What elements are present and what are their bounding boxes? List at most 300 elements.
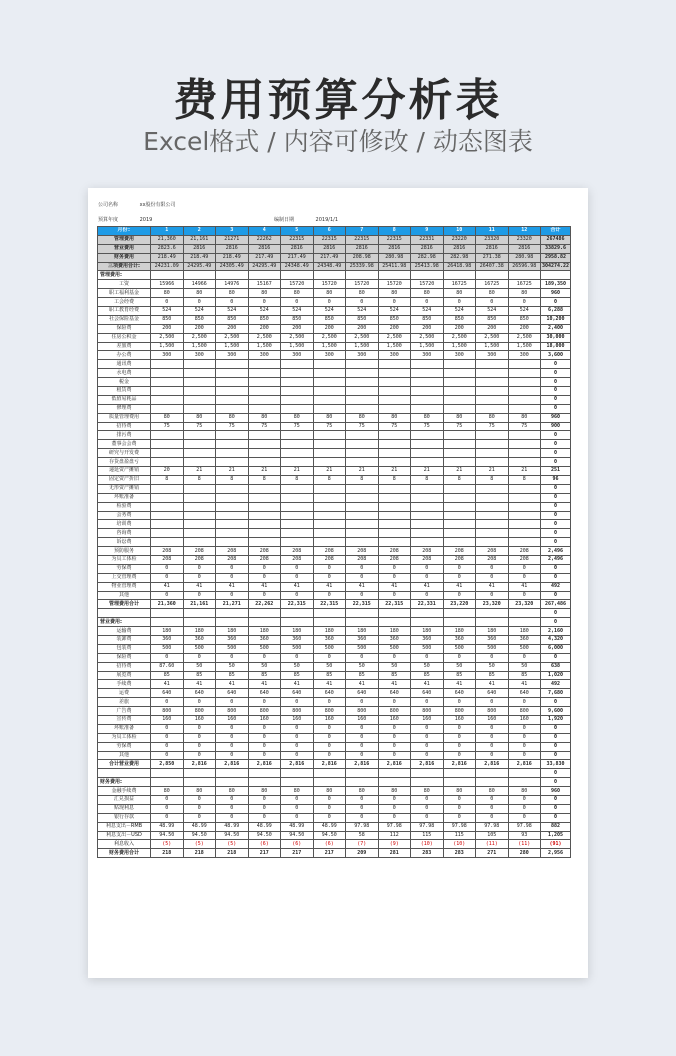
value-cell: 112 <box>378 831 411 840</box>
value-cell <box>151 484 184 493</box>
value-cell: 218 <box>183 849 216 858</box>
row-label: 存货盘盈盘亏 <box>98 458 151 467</box>
value-cell <box>248 378 281 387</box>
value-cell: 300 <box>378 351 411 360</box>
value-cell <box>313 458 346 467</box>
total-cell: 960 <box>541 413 571 422</box>
row-label: 运输费 <box>98 627 151 636</box>
value-cell <box>151 431 184 440</box>
row-label: 展览费 <box>98 671 151 680</box>
value-cell <box>378 395 411 404</box>
value-cell <box>411 538 444 547</box>
header-cell: 5 <box>281 227 314 236</box>
value-cell <box>216 387 249 396</box>
value-cell <box>443 769 476 778</box>
row-label: 利息支出－RMB <box>98 822 151 831</box>
value-cell <box>313 449 346 458</box>
total-cell: 0 <box>541 520 571 529</box>
value-cell: 1,500 <box>248 342 281 351</box>
value-cell: 208 <box>443 555 476 564</box>
value-cell: 160 <box>183 715 216 724</box>
value-cell: 0 <box>281 751 314 760</box>
value-cell: 0 <box>313 573 346 582</box>
value-cell: 75 <box>183 422 216 431</box>
value-cell <box>378 520 411 529</box>
value-cell: 41 <box>508 582 541 591</box>
value-cell: 300 <box>313 351 346 360</box>
value-cell: 1,500 <box>281 342 314 351</box>
value-cell <box>476 458 509 467</box>
total-cell: 960 <box>541 787 571 796</box>
table-row <box>98 796 571 805</box>
value-cell <box>151 440 184 449</box>
total-cell: 0 <box>541 502 571 511</box>
total-cell: 0 <box>541 742 571 751</box>
value-cell: 0 <box>216 564 249 573</box>
value-cell <box>411 440 444 449</box>
value-cell <box>313 404 346 413</box>
value-cell: 41 <box>378 582 411 591</box>
value-cell: 0 <box>183 813 216 822</box>
total-cell: 0 <box>541 564 571 573</box>
value-cell: 0 <box>281 804 314 813</box>
value-cell: 0 <box>313 298 346 307</box>
value-cell: 94.50 <box>216 831 249 840</box>
row-label: 工会经费 <box>98 298 151 307</box>
table-row <box>98 609 571 618</box>
value-cell: 0 <box>151 796 184 805</box>
row-label: 利息收入 <box>98 840 151 849</box>
value-cell: 8 <box>183 475 216 484</box>
value-cell: (7) <box>346 840 379 849</box>
value-cell: 0 <box>216 653 249 662</box>
total-cell: 33,830 <box>541 760 571 769</box>
value-cell: 0 <box>281 813 314 822</box>
value-cell: 94.50 <box>281 831 314 840</box>
value-cell <box>151 404 184 413</box>
value-cell: 0 <box>216 804 249 813</box>
value-cell <box>411 378 444 387</box>
value-cell <box>281 493 314 502</box>
value-cell: 75 <box>378 422 411 431</box>
value-cell: 75 <box>476 422 509 431</box>
row-label: 招待费 <box>98 662 151 671</box>
value-cell: 180 <box>378 627 411 636</box>
value-cell: 21,161 <box>183 235 216 244</box>
value-cell <box>248 449 281 458</box>
value-cell <box>151 520 184 529</box>
value-cell: 500 <box>476 644 509 653</box>
value-cell <box>183 502 216 511</box>
value-cell: 0 <box>248 298 281 307</box>
value-cell: 300 <box>476 351 509 360</box>
table-row <box>98 324 571 333</box>
value-cell <box>183 440 216 449</box>
value-cell: 640 <box>281 689 314 698</box>
value-cell: 41 <box>151 582 184 591</box>
value-cell <box>411 769 444 778</box>
value-cell: 360 <box>151 635 184 644</box>
table-row <box>98 440 571 449</box>
value-cell <box>313 778 346 787</box>
total-cell: 189,350 <box>541 280 571 289</box>
value-cell <box>216 378 249 387</box>
value-cell: 75 <box>411 422 444 431</box>
value-cell <box>216 778 249 787</box>
value-cell <box>281 609 314 618</box>
value-cell: 800 <box>346 707 379 716</box>
value-cell: 21 <box>248 467 281 476</box>
value-cell <box>281 502 314 511</box>
value-cell: 21 <box>508 467 541 476</box>
value-cell <box>443 449 476 458</box>
value-cell: 524 <box>411 307 444 316</box>
table-row <box>98 529 571 538</box>
table-row <box>98 351 571 360</box>
value-cell: 26407.38 <box>476 262 509 271</box>
value-cell <box>183 404 216 413</box>
total-cell: 2,956 <box>541 849 571 858</box>
value-cell: 282.98 <box>411 253 444 262</box>
value-cell: 283 <box>411 849 444 858</box>
value-cell: 0 <box>346 653 379 662</box>
table-row <box>98 831 571 840</box>
value-cell: 41 <box>443 680 476 689</box>
value-cell: 0 <box>443 813 476 822</box>
value-cell: 200 <box>183 324 216 333</box>
value-cell <box>476 378 509 387</box>
value-cell: 0 <box>346 591 379 600</box>
value-cell: 180 <box>281 627 314 636</box>
total-cell: 0 <box>541 298 571 307</box>
value-cell: 23,320 <box>508 600 541 609</box>
row-label: 检验费 <box>98 502 151 511</box>
value-cell: 200 <box>248 324 281 333</box>
value-cell: 41 <box>346 582 379 591</box>
value-cell: 15167 <box>248 280 281 289</box>
total-cell: 0 <box>541 573 571 582</box>
value-cell: 180 <box>443 627 476 636</box>
value-cell: 75 <box>443 422 476 431</box>
value-cell: 0 <box>476 724 509 733</box>
value-cell: 200 <box>476 324 509 333</box>
row-label: 职工福利基金 <box>98 289 151 298</box>
row-label: 汇兑损益 <box>98 796 151 805</box>
value-cell: 41 <box>248 582 281 591</box>
total-cell: 0 <box>541 404 571 413</box>
value-cell: 640 <box>443 689 476 698</box>
value-cell: 0 <box>378 742 411 751</box>
value-cell: 24348.49 <box>313 262 346 271</box>
value-cell <box>508 431 541 440</box>
value-cell: 0 <box>443 733 476 742</box>
value-cell <box>151 609 184 618</box>
table-row <box>98 244 571 253</box>
table-row <box>98 315 571 324</box>
value-cell: 200 <box>443 324 476 333</box>
table-row <box>98 751 571 760</box>
value-cell: 0 <box>281 742 314 751</box>
total-cell: 0 <box>541 724 571 733</box>
value-cell <box>476 609 509 618</box>
value-cell: 300 <box>508 351 541 360</box>
value-cell: 0 <box>216 591 249 600</box>
value-cell: 360 <box>281 635 314 644</box>
row-label: 递延资产摊销 <box>98 467 151 476</box>
value-cell: 85 <box>443 671 476 680</box>
value-cell: 24295.49 <box>183 262 216 271</box>
value-cell: 80 <box>476 289 509 298</box>
header-cell: 2 <box>183 227 216 236</box>
value-cell <box>508 458 541 467</box>
value-cell: 50 <box>476 662 509 671</box>
value-cell <box>248 360 281 369</box>
value-cell: (10) <box>411 840 444 849</box>
value-cell: 0 <box>443 751 476 760</box>
value-cell <box>508 440 541 449</box>
value-cell: (9) <box>378 840 411 849</box>
value-cell: 524 <box>313 307 346 316</box>
value-cell <box>313 387 346 396</box>
value-cell <box>411 502 444 511</box>
value-cell: 41 <box>183 680 216 689</box>
value-cell: 80 <box>411 289 444 298</box>
total-cell <box>541 271 571 280</box>
value-cell: 85 <box>281 671 314 680</box>
value-cell: 208 <box>443 547 476 556</box>
value-cell <box>216 529 249 538</box>
value-cell: 80 <box>378 787 411 796</box>
value-cell: (11) <box>476 840 509 849</box>
value-cell: 800 <box>476 707 509 716</box>
value-cell: 0 <box>183 796 216 805</box>
value-cell: 0 <box>411 804 444 813</box>
value-cell: 2816 <box>378 244 411 253</box>
value-cell: 0 <box>476 591 509 600</box>
value-cell <box>346 511 379 520</box>
value-cell: 0 <box>508 591 541 600</box>
value-cell <box>216 271 249 280</box>
value-cell: 48.99 <box>216 822 249 831</box>
value-cell <box>183 484 216 493</box>
value-cell: 0 <box>216 573 249 582</box>
table-row <box>98 493 571 502</box>
value-cell: 0 <box>248 804 281 813</box>
value-cell: (10) <box>443 840 476 849</box>
value-cell: 640 <box>476 689 509 698</box>
value-cell: 1,500 <box>508 342 541 351</box>
value-cell: 640 <box>378 689 411 698</box>
value-cell: 87.60 <box>151 662 184 671</box>
value-cell: 41 <box>476 680 509 689</box>
value-cell <box>443 387 476 396</box>
row-label: 三项费用合计: <box>98 262 151 271</box>
value-cell <box>183 520 216 529</box>
value-cell <box>508 387 541 396</box>
value-cell: 0 <box>476 796 509 805</box>
row-label: 无形资产摊销 <box>98 484 151 493</box>
value-cell <box>476 538 509 547</box>
value-cell <box>443 458 476 467</box>
value-cell <box>378 404 411 413</box>
value-cell: 0 <box>151 653 184 662</box>
value-cell: 0 <box>378 573 411 582</box>
value-cell: 0 <box>313 591 346 600</box>
value-cell: 500 <box>443 644 476 653</box>
value-cell <box>151 387 184 396</box>
value-cell: 21 <box>216 467 249 476</box>
value-cell: 22,331 <box>411 600 444 609</box>
value-cell <box>151 493 184 502</box>
value-cell: 0 <box>151 698 184 707</box>
value-cell: 50 <box>248 662 281 671</box>
row-label: 工资 <box>98 280 151 289</box>
total-cell: 0 <box>541 618 571 627</box>
value-cell <box>281 449 314 458</box>
value-cell: 800 <box>281 707 314 716</box>
value-cell: 0 <box>411 724 444 733</box>
value-cell: 0 <box>508 804 541 813</box>
value-cell: 0 <box>443 298 476 307</box>
value-cell: 75 <box>151 422 184 431</box>
value-cell: 14976 <box>216 280 249 289</box>
value-cell: 97.98 <box>476 822 509 831</box>
table-header-row <box>98 227 571 236</box>
value-cell: 360 <box>411 635 444 644</box>
value-cell <box>508 369 541 378</box>
value-cell: 21 <box>378 467 411 476</box>
value-cell <box>313 440 346 449</box>
total-cell: 251 <box>541 467 571 476</box>
value-cell: 0 <box>508 298 541 307</box>
value-cell: 0 <box>151 564 184 573</box>
value-cell: 500 <box>378 644 411 653</box>
row-label: 财务费用合计 <box>98 849 151 858</box>
total-cell: 2,496 <box>541 555 571 564</box>
value-cell: 280.98 <box>508 253 541 262</box>
value-cell <box>281 271 314 280</box>
value-cell: 500 <box>216 644 249 653</box>
value-cell: 180 <box>183 627 216 636</box>
value-cell <box>151 458 184 467</box>
value-cell: 208 <box>151 547 184 556</box>
value-cell <box>476 395 509 404</box>
value-cell: 2,816 <box>248 760 281 769</box>
value-cell <box>476 484 509 493</box>
value-cell: 0 <box>183 564 216 573</box>
value-cell: 0 <box>378 804 411 813</box>
value-cell: 0 <box>313 804 346 813</box>
value-cell: 850 <box>476 315 509 324</box>
value-cell: 8 <box>313 475 346 484</box>
value-cell <box>346 360 379 369</box>
value-cell: 80 <box>313 289 346 298</box>
value-cell <box>443 378 476 387</box>
value-cell: 200 <box>411 324 444 333</box>
value-cell: 0 <box>346 813 379 822</box>
value-cell: 2,500 <box>411 333 444 342</box>
value-cell <box>378 440 411 449</box>
value-cell: 0 <box>346 573 379 582</box>
value-cell: 180 <box>508 627 541 636</box>
value-cell: 360 <box>313 635 346 644</box>
value-cell: 23,320 <box>476 600 509 609</box>
value-cell <box>313 369 346 378</box>
value-cell <box>378 484 411 493</box>
value-cell: 0 <box>411 813 444 822</box>
value-cell: 80 <box>183 413 216 422</box>
value-cell: 217.49 <box>313 253 346 262</box>
value-cell: 0 <box>346 742 379 751</box>
table-row <box>98 520 571 529</box>
value-cell: 0 <box>378 796 411 805</box>
value-cell <box>443 360 476 369</box>
row-label: 研究与开发费 <box>98 449 151 458</box>
value-cell: 0 <box>411 751 444 760</box>
value-cell: 0 <box>281 591 314 600</box>
value-cell: 2,816 <box>443 760 476 769</box>
value-cell: 41 <box>281 582 314 591</box>
value-cell: 0 <box>378 733 411 742</box>
value-cell: 0 <box>313 751 346 760</box>
value-cell: 0 <box>216 742 249 751</box>
value-cell: 26596.98 <box>508 262 541 271</box>
value-cell <box>346 502 379 511</box>
value-cell <box>443 538 476 547</box>
value-cell <box>411 493 444 502</box>
value-cell <box>313 618 346 627</box>
table-row <box>98 769 571 778</box>
value-cell: 80 <box>281 413 314 422</box>
header-month-label: 月份: <box>98 227 151 236</box>
value-cell: 85 <box>378 671 411 680</box>
total-cell: 0 <box>541 609 571 618</box>
value-cell <box>313 769 346 778</box>
value-cell: 2816 <box>248 244 281 253</box>
value-cell: 160 <box>476 715 509 724</box>
table-row <box>98 404 571 413</box>
total-cell: 2,496 <box>541 547 571 556</box>
value-cell: 0 <box>151 751 184 760</box>
row-label <box>98 769 151 778</box>
value-cell <box>151 449 184 458</box>
value-cell: 200 <box>508 324 541 333</box>
value-cell: 50 <box>411 662 444 671</box>
value-cell <box>378 369 411 378</box>
value-cell: 180 <box>248 627 281 636</box>
value-cell: 2,816 <box>216 760 249 769</box>
value-cell: 0 <box>313 796 346 805</box>
value-cell <box>216 360 249 369</box>
header-cell: 10 <box>443 227 476 236</box>
value-cell: 2816 <box>313 244 346 253</box>
value-cell: 0 <box>411 698 444 707</box>
value-cell: 15720 <box>346 280 379 289</box>
value-cell: 48.99 <box>281 822 314 831</box>
value-cell <box>508 360 541 369</box>
value-cell: 0 <box>183 804 216 813</box>
value-cell: 0 <box>411 653 444 662</box>
row-label: 管理费用: <box>98 271 151 280</box>
value-cell: 0 <box>346 564 379 573</box>
company-label: 公司名称 <box>98 202 119 208</box>
value-cell: 500 <box>346 644 379 653</box>
value-cell: 0 <box>151 742 184 751</box>
value-cell: 208 <box>183 547 216 556</box>
value-cell: 50 <box>508 662 541 671</box>
value-cell: 524 <box>151 307 184 316</box>
value-cell: 80 <box>183 787 216 796</box>
